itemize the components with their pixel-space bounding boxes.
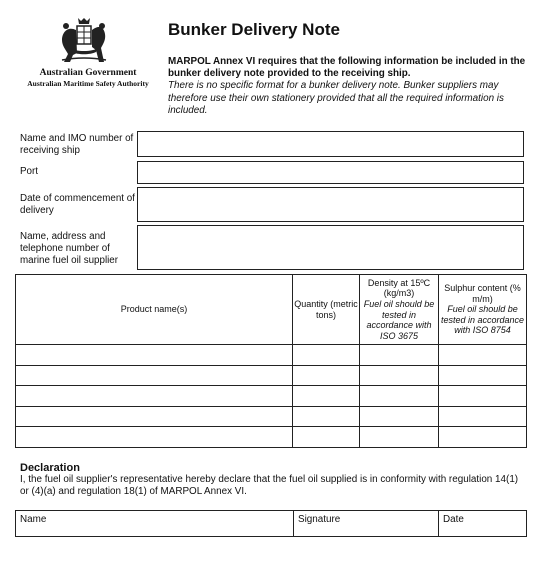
intro-note: There is no specific format for a bunker delivery note. Bunker suppliers may therefore use their own stationery provided that all the required information is included. bbox=[168, 80, 504, 116]
density-note: Fuel oil should be tested in accordance with ISO 3675 bbox=[363, 298, 435, 341]
product-cell[interactable] bbox=[16, 406, 293, 427]
table-row bbox=[16, 427, 527, 448]
sulphur-cell[interactable] bbox=[439, 427, 527, 448]
gov-name: Australian Government bbox=[39, 68, 137, 78]
density-cell[interactable] bbox=[360, 427, 439, 448]
name-field[interactable] bbox=[16, 511, 294, 537]
field-label-port: Port bbox=[20, 166, 38, 177]
product-table-header bbox=[16, 275, 527, 345]
quantity-cell[interactable] bbox=[293, 427, 360, 448]
field-label-delivery-date: Date of commencement of delivery bbox=[20, 193, 135, 216]
quantity-cell[interactable] bbox=[293, 365, 360, 386]
coat-of-arms-icon bbox=[56, 16, 112, 66]
product-cell[interactable] bbox=[16, 427, 293, 448]
date-field[interactable] bbox=[439, 511, 527, 537]
density-cell[interactable] bbox=[360, 345, 439, 366]
field-label-receiving-ship: Name and IMO number of receiving ship bbox=[20, 133, 134, 156]
name-label: Name bbox=[20, 514, 47, 525]
density-cell[interactable] bbox=[360, 365, 439, 386]
table-row bbox=[16, 345, 527, 366]
table-row bbox=[16, 406, 527, 427]
col-header-sulphur: Sulphur content (% m/m) Fuel oil should be tested in accordance with ISO 8754 bbox=[439, 275, 527, 345]
field-port[interactable] bbox=[137, 161, 524, 184]
field-delivery-date[interactable] bbox=[137, 187, 524, 222]
field-label-supplier: Name, address and telephone number of marine fuel oil supplier bbox=[20, 231, 119, 266]
agency-name: Australian Maritime Safety Authority bbox=[27, 79, 149, 88]
quantity-cell[interactable] bbox=[293, 406, 360, 427]
density-cell[interactable] bbox=[360, 386, 439, 407]
page-title: Bunker Delivery Note bbox=[168, 20, 340, 39]
field-receiving-ship[interactable] bbox=[137, 131, 524, 157]
sulphur-cell[interactable] bbox=[439, 406, 527, 427]
sulphur-cell[interactable] bbox=[439, 365, 527, 386]
signature-field[interactable] bbox=[294, 511, 439, 537]
field-supplier[interactable] bbox=[137, 225, 524, 270]
signature-table bbox=[15, 510, 527, 537]
product-table bbox=[15, 274, 527, 448]
table-row bbox=[16, 365, 527, 386]
signature-label: Signature bbox=[298, 514, 341, 525]
declaration-text: I, the fuel oil supplier's representative hereby declare that the fuel oil supplied is in conformity with regulation 14(1) or (4)(a) and regulation 18(1) of MARPOL Annex VI. bbox=[20, 474, 519, 498]
government-logo-text bbox=[18, 68, 158, 89]
sulphur-note: Fuel oil should be tested in accordance with ISO 8754 bbox=[440, 304, 525, 336]
sulphur-cell[interactable] bbox=[439, 345, 527, 366]
product-cell[interactable] bbox=[16, 386, 293, 407]
col-header-quantity: Quantity (metric tons) bbox=[293, 275, 360, 345]
table-row bbox=[16, 386, 527, 407]
product-cell[interactable] bbox=[16, 345, 293, 366]
sulphur-cell[interactable] bbox=[439, 386, 527, 407]
date-label: Date bbox=[443, 514, 464, 525]
density-cell[interactable] bbox=[360, 406, 439, 427]
quantity-cell[interactable] bbox=[293, 345, 360, 366]
declaration-heading: Declaration bbox=[20, 462, 80, 474]
col-header-product: Product name(s) bbox=[16, 275, 293, 345]
product-cell[interactable] bbox=[16, 365, 293, 386]
intro-requirement: MARPOL Annex VI requires that the following information be included in the bunker delivery note provided to the receiving ship. bbox=[168, 56, 526, 80]
col-header-density: Density at 15ºC (kg/m3) Fuel oil should be tested in accordance with ISO 3675 bbox=[360, 275, 439, 345]
intro-paragraph bbox=[168, 56, 528, 117]
quantity-cell[interactable] bbox=[293, 386, 360, 407]
